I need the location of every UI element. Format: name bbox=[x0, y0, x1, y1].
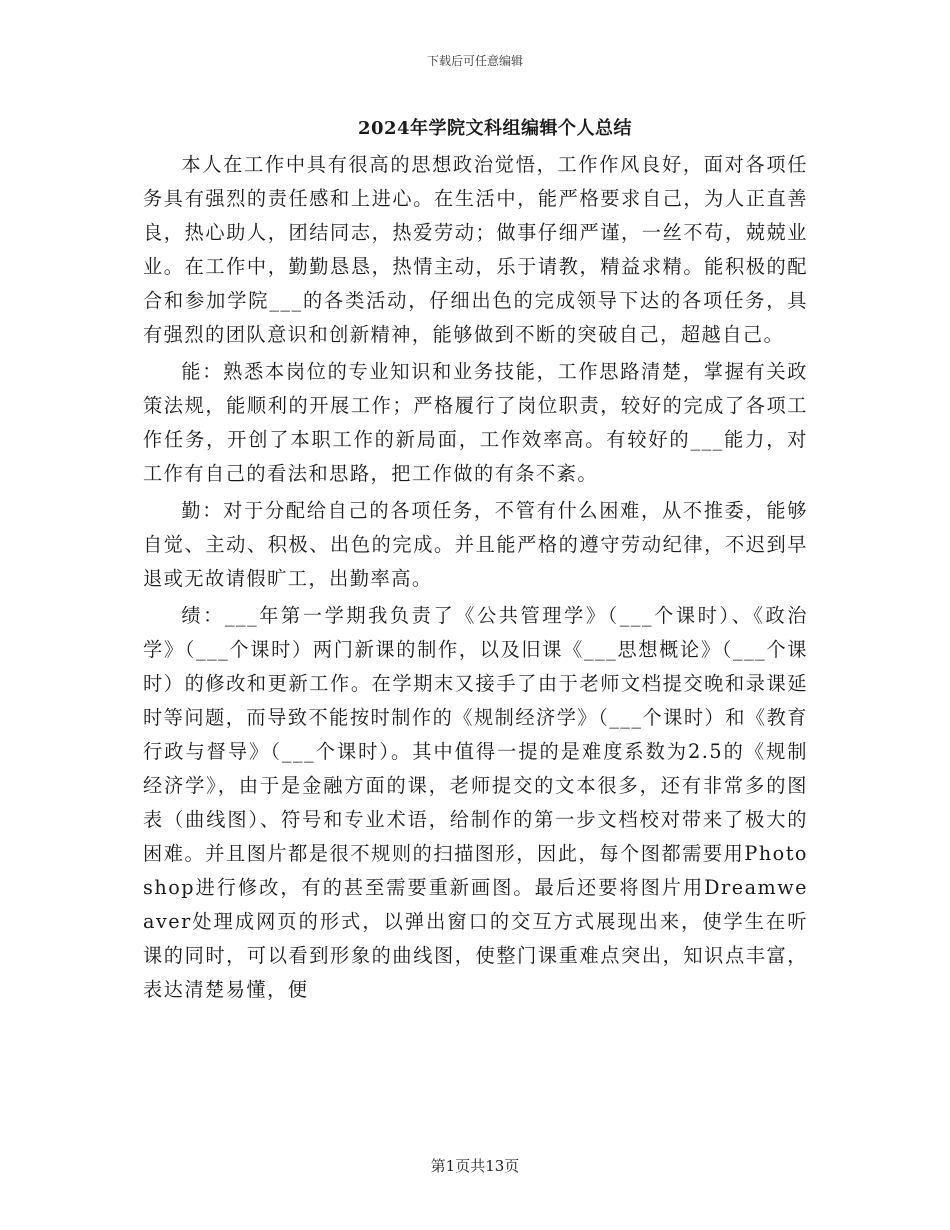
document-title: 2024年学院文科组编辑个人总结 bbox=[357, 118, 633, 139]
paragraph-intro: 本人在工作中具有很高的思想政治觉悟，工作作风良好，面对各项任务具有强烈的责任感和上进心。在生活中，能严格要求自己，为人正直善良，热心助人，团结同志，热爱劳动；做事仔细严谨，一丝不苟，兢兢业业。在工作中，勤勤恳恳，热情主动，乐于请教，精益求精。能积极的配合和参加学院___的各类活动，仔细出色的完成领导下达的各项任务，具有强烈的团队意识和创新精神，能够做到不断的突破自己，超越自己。 bbox=[143, 153, 808, 346]
document-body bbox=[143, 148, 808, 1007]
paragraph-achievement: 绩：___年第一学期我负责了《公共管理学》（___个课时）、《政治学》（___个课时）两门新课的制作，以及旧课《___思想概论》（___个课时）的修改和更新工作。在学期末又接手了由于老师文档提交晚和录课延时等问题，而导致不能按时制作的《规制经济学》（___个课时）和《教育行政与督导》（___个课时）。其中值得一提的是难度系数为2.5的《规制经济学》，由于是金融方面的课，老师提交的文本很多，还有非常多的图表（曲线图）、符号和专业术语，给制作的第一步文档校对带来了极大的困难。并且图片都是很不规则的扫描图形，因此，每个图都需要用Photoshop进行修改，有的甚至需要重新画图。最后还要将图片用Dreamweaver处理成网页的形式，以弹出窗口的交互方式展现出来，使学生在听课的同时，可以看到形象的曲线图，使整门课重难点突出，知识点丰富，表达清楚易懂，便 bbox=[143, 604, 808, 1001]
header-note: 下载后可任意编辑 bbox=[426, 54, 523, 68]
page-number: 第1页共13页 bbox=[430, 1157, 520, 1175]
paragraph-ability: 能：熟悉本岗位的专业知识和业务技能，工作思路清楚，掌握有关政策法规，能顺利的开展工作；严格履行了岗位职责，较好的完成了各项工作任务，开创了本职工作的新局面，工作效率高。有较好的___能力，对工作有自己的看法和思路，把工作做的有条不紊。 bbox=[143, 360, 808, 485]
paragraph-diligence: 勤：对于分配给自己的各项任务，不管有什么困难，从不推委，能够自觉、主动、积极、出色的完成。并且能严格的遵守劳动纪律，不迟到早退或无故请假旷工，出勤率高。 bbox=[143, 499, 808, 590]
